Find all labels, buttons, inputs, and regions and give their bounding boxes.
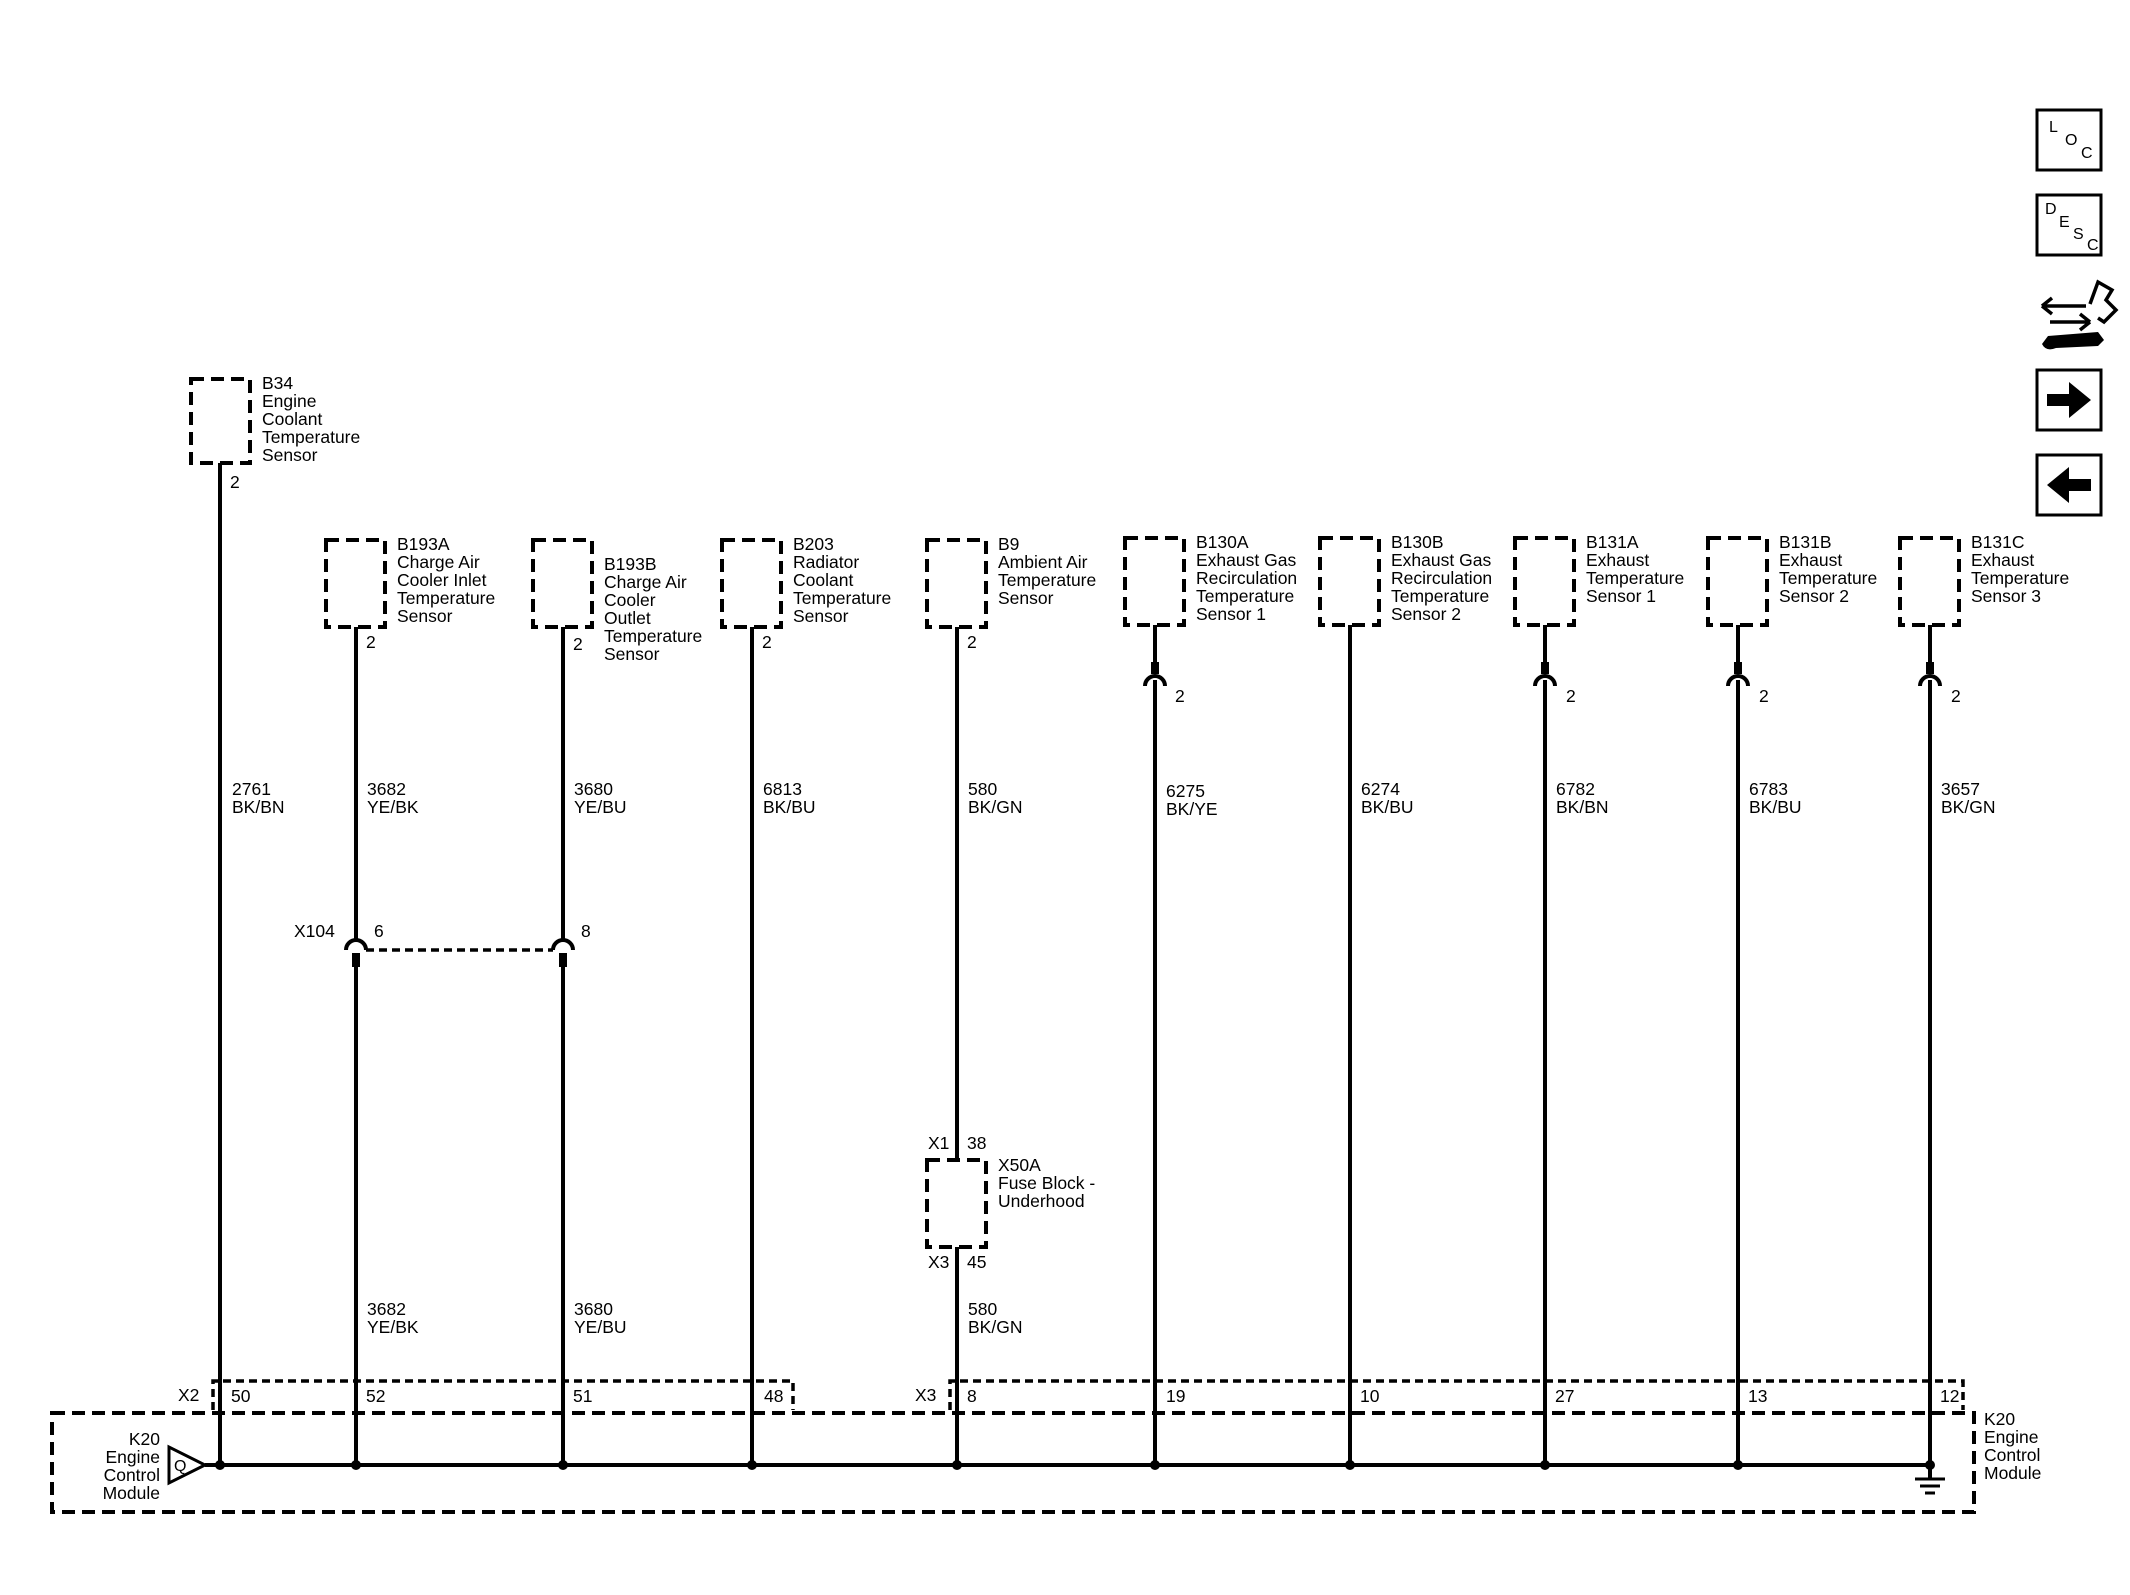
next-page-button[interactable] — [2037, 370, 2101, 430]
loc-letter-c: C — [2081, 145, 2093, 162]
x3-pin-19: 19 — [1166, 1386, 1186, 1406]
wire-3682-lower-color: YE/BK — [367, 1317, 419, 1337]
b131b-ref: B131B — [1779, 532, 1832, 552]
b193b-ref: B193B — [604, 554, 657, 574]
wire-3680-lower-color: YE/BU — [574, 1317, 627, 1337]
loc-letter-o: O — [2065, 132, 2078, 149]
desc-letter-s: S — [2073, 226, 2084, 243]
b193b-pin: 2 — [573, 634, 583, 654]
x50a-ref: X50A — [998, 1155, 1041, 1175]
wire-6782-circuit: 6782 — [1556, 779, 1595, 799]
wire-6275-circuit: 6275 — [1166, 781, 1205, 801]
x2-pin-52: 52 — [366, 1386, 386, 1406]
b34-name-1: Engine — [262, 391, 317, 411]
wire-3682-color: YE/BK — [367, 797, 419, 817]
wire-580-lower-color: BK/GN — [968, 1317, 1023, 1337]
component-b193b — [533, 540, 702, 664]
k20-left-ref: K20 — [128, 1429, 160, 1449]
b131c-name-3: Sensor 3 — [1971, 586, 2042, 606]
desc-button[interactable] — [2037, 195, 2101, 255]
b131c-pin: 2 — [1951, 686, 1961, 706]
inline-connectors — [1145, 662, 1940, 686]
wire-2761-color: BK/BN — [232, 797, 285, 817]
b34-pin: 2 — [230, 472, 240, 492]
b131a-pin: 2 — [1566, 686, 1576, 706]
previous-page-button[interactable] — [2037, 455, 2101, 515]
b203-pin: 2 — [762, 632, 772, 652]
b130b-name-3: Temperature — [1391, 586, 1490, 606]
wire-3680-color: YE/BU — [574, 797, 627, 817]
b203-name-1: Radiator — [793, 552, 860, 572]
b131b-pin: 2 — [1759, 686, 1769, 706]
x3-pin-12: 12 — [1940, 1386, 1960, 1406]
b130b-name-1: Exhaust Gas — [1391, 550, 1492, 570]
b130a-ref: B130A — [1196, 532, 1249, 552]
loc-letter-l: L — [2049, 119, 2058, 136]
wire-6813-color: BK/BU — [763, 797, 816, 817]
b9-name-1: Ambient Air — [998, 552, 1088, 572]
wire-6783-circuit: 6783 — [1749, 779, 1788, 799]
k20-right-ref: K20 — [1984, 1409, 2016, 1429]
wire-580-circuit: 580 — [968, 779, 998, 799]
x50a-name-1: Fuse Block - — [998, 1173, 1096, 1193]
fuse-block-x50a — [927, 1133, 1095, 1272]
component-b131b — [1708, 532, 1877, 706]
b193a-name-2: Cooler Inlet — [397, 570, 487, 590]
x2-pin-51: 51 — [573, 1386, 593, 1406]
service-link-icon[interactable] — [2042, 282, 2116, 349]
wire-580-color: BK/GN — [968, 797, 1023, 817]
component-b131c — [1900, 532, 2069, 706]
b9-name-2: Temperature — [998, 570, 1097, 590]
b193a-pin: 2 — [366, 632, 376, 652]
desc-letter-e: E — [2059, 214, 2070, 231]
b130a-name-1: Exhaust Gas — [1196, 550, 1297, 570]
x3-pin-10: 10 — [1360, 1386, 1380, 1406]
wire-6274-color: BK/BU — [1361, 797, 1414, 817]
b130b-name-4: Sensor 2 — [1391, 604, 1462, 624]
b193a-name-4: Sensor — [397, 606, 453, 626]
x104-pin-8: 8 — [581, 921, 591, 941]
b131c-ref: B131C — [1971, 532, 2025, 552]
wire-3682-lower-circuit: 3682 — [367, 1299, 406, 1319]
component-b130b — [1320, 532, 1492, 625]
component-b130a — [1125, 532, 1297, 706]
k20-right-name-3: Module — [1984, 1463, 2042, 1483]
x50a-top-connector: X1 — [928, 1133, 950, 1153]
k20-right-name-2: Control — [1984, 1445, 2041, 1465]
wire-3680-circuit: 3680 — [574, 779, 613, 799]
b193b-name-4: Temperature — [604, 626, 703, 646]
x3-pin-8: 8 — [967, 1386, 977, 1406]
b131c-name-1: Exhaust — [1971, 550, 2035, 570]
buffer-q-icon — [169, 1447, 205, 1483]
b9-pin: 2 — [967, 632, 977, 652]
b130b-name-2: Recirculation — [1391, 568, 1493, 588]
wire-labels — [232, 779, 1995, 1337]
module-k20 — [52, 1381, 2041, 1512]
x50a-name-2: Underhood — [998, 1191, 1085, 1211]
b130a-pin: 2 — [1175, 686, 1185, 706]
component-b9 — [927, 534, 1096, 652]
component-b131a — [1515, 532, 1684, 706]
b131c-name-2: Temperature — [1971, 568, 2070, 588]
component-b34 — [191, 373, 360, 492]
wire-6274-circuit: 6274 — [1361, 779, 1400, 799]
b203-name-2: Coolant — [793, 570, 854, 590]
b34-name-2: Coolant — [262, 409, 323, 429]
wire-580-lower-circuit: 580 — [968, 1299, 998, 1319]
b131b-name-2: Temperature — [1779, 568, 1878, 588]
x104-label: X104 — [294, 921, 335, 941]
wire-6783-color: BK/BU — [1749, 797, 1802, 817]
b130a-name-2: Recirculation — [1196, 568, 1298, 588]
x50a-bottom-pin: 45 — [967, 1252, 987, 1272]
b130a-name-3: Temperature — [1196, 586, 1295, 606]
b34-name-4: Sensor — [262, 445, 318, 465]
b131a-ref: B131A — [1586, 532, 1639, 552]
b193b-name-1-line: Charge Air — [604, 572, 687, 592]
b193b-name-2: Cooler — [604, 590, 656, 610]
k20-left-name-2: Control — [103, 1465, 160, 1485]
b131b-name-1: Exhaust — [1779, 550, 1843, 570]
buffer-q-label: Q — [174, 1458, 187, 1475]
x50a-top-pin: 38 — [967, 1133, 987, 1153]
b203-name-4: Sensor — [793, 606, 849, 626]
wire-6275-color: BK/YE — [1166, 799, 1218, 819]
b9-ref: B9 — [998, 534, 1020, 554]
b131a-name-1: Exhaust — [1586, 550, 1650, 570]
x2-pin-50: 50 — [231, 1386, 251, 1406]
b34-name-3: Temperature — [262, 427, 361, 447]
wire-6813-circuit: 6813 — [763, 779, 802, 799]
x3-pin-13: 13 — [1748, 1386, 1768, 1406]
b203-name-3: Temperature — [793, 588, 892, 608]
b34-ref: B34 — [262, 373, 294, 393]
b193a-name-1: Charge Air — [397, 552, 480, 572]
desc-letter-c: C — [2087, 237, 2099, 254]
ground-icon — [1915, 1479, 1945, 1493]
x3-pin-27: 27 — [1555, 1386, 1575, 1406]
k20-right-name-1: Engine — [1984, 1427, 2039, 1447]
connector-x104 — [294, 921, 591, 967]
b9-name-3: Sensor — [998, 588, 1054, 608]
b193a-name-3: Temperature — [397, 588, 496, 608]
wire-3680-lower-circuit: 3680 — [574, 1299, 613, 1319]
b130b-ref: B130B — [1391, 532, 1444, 552]
x50a-bottom-connector: X3 — [928, 1252, 950, 1272]
b131a-name-3: Sensor 1 — [1586, 586, 1657, 606]
k20-left-name-1: Engine — [105, 1447, 160, 1467]
b193b-name-3: Outlet — [604, 608, 651, 628]
component-b203 — [722, 534, 891, 652]
wire-3657-circuit: 3657 — [1941, 779, 1980, 799]
k20-left-name-3: Module — [102, 1483, 160, 1503]
desc-letter-d: D — [2045, 201, 2057, 218]
x3-label: X3 — [915, 1385, 937, 1405]
wire-runs — [220, 463, 1930, 1465]
wire-6782-color: BK/BN — [1556, 797, 1609, 817]
b203-ref: B203 — [793, 534, 834, 554]
wire-3657-color: BK/GN — [1941, 797, 1996, 817]
x2-label: X2 — [178, 1385, 200, 1405]
b193b-name-5: Sensor — [604, 644, 660, 664]
b131a-name-2: Temperature — [1586, 568, 1685, 588]
b193a-ref: B193A — [397, 534, 450, 554]
x2-pin-48: 48 — [764, 1386, 784, 1406]
component-b193a — [326, 534, 495, 652]
wire-2761-circuit: 2761 — [232, 779, 271, 799]
x104-pin-6: 6 — [374, 921, 384, 941]
b130a-name-4: Sensor 1 — [1196, 604, 1267, 624]
loc-button[interactable] — [2037, 110, 2101, 170]
b131b-name-3: Sensor 2 — [1779, 586, 1850, 606]
wire-3682-circuit: 3682 — [367, 779, 406, 799]
